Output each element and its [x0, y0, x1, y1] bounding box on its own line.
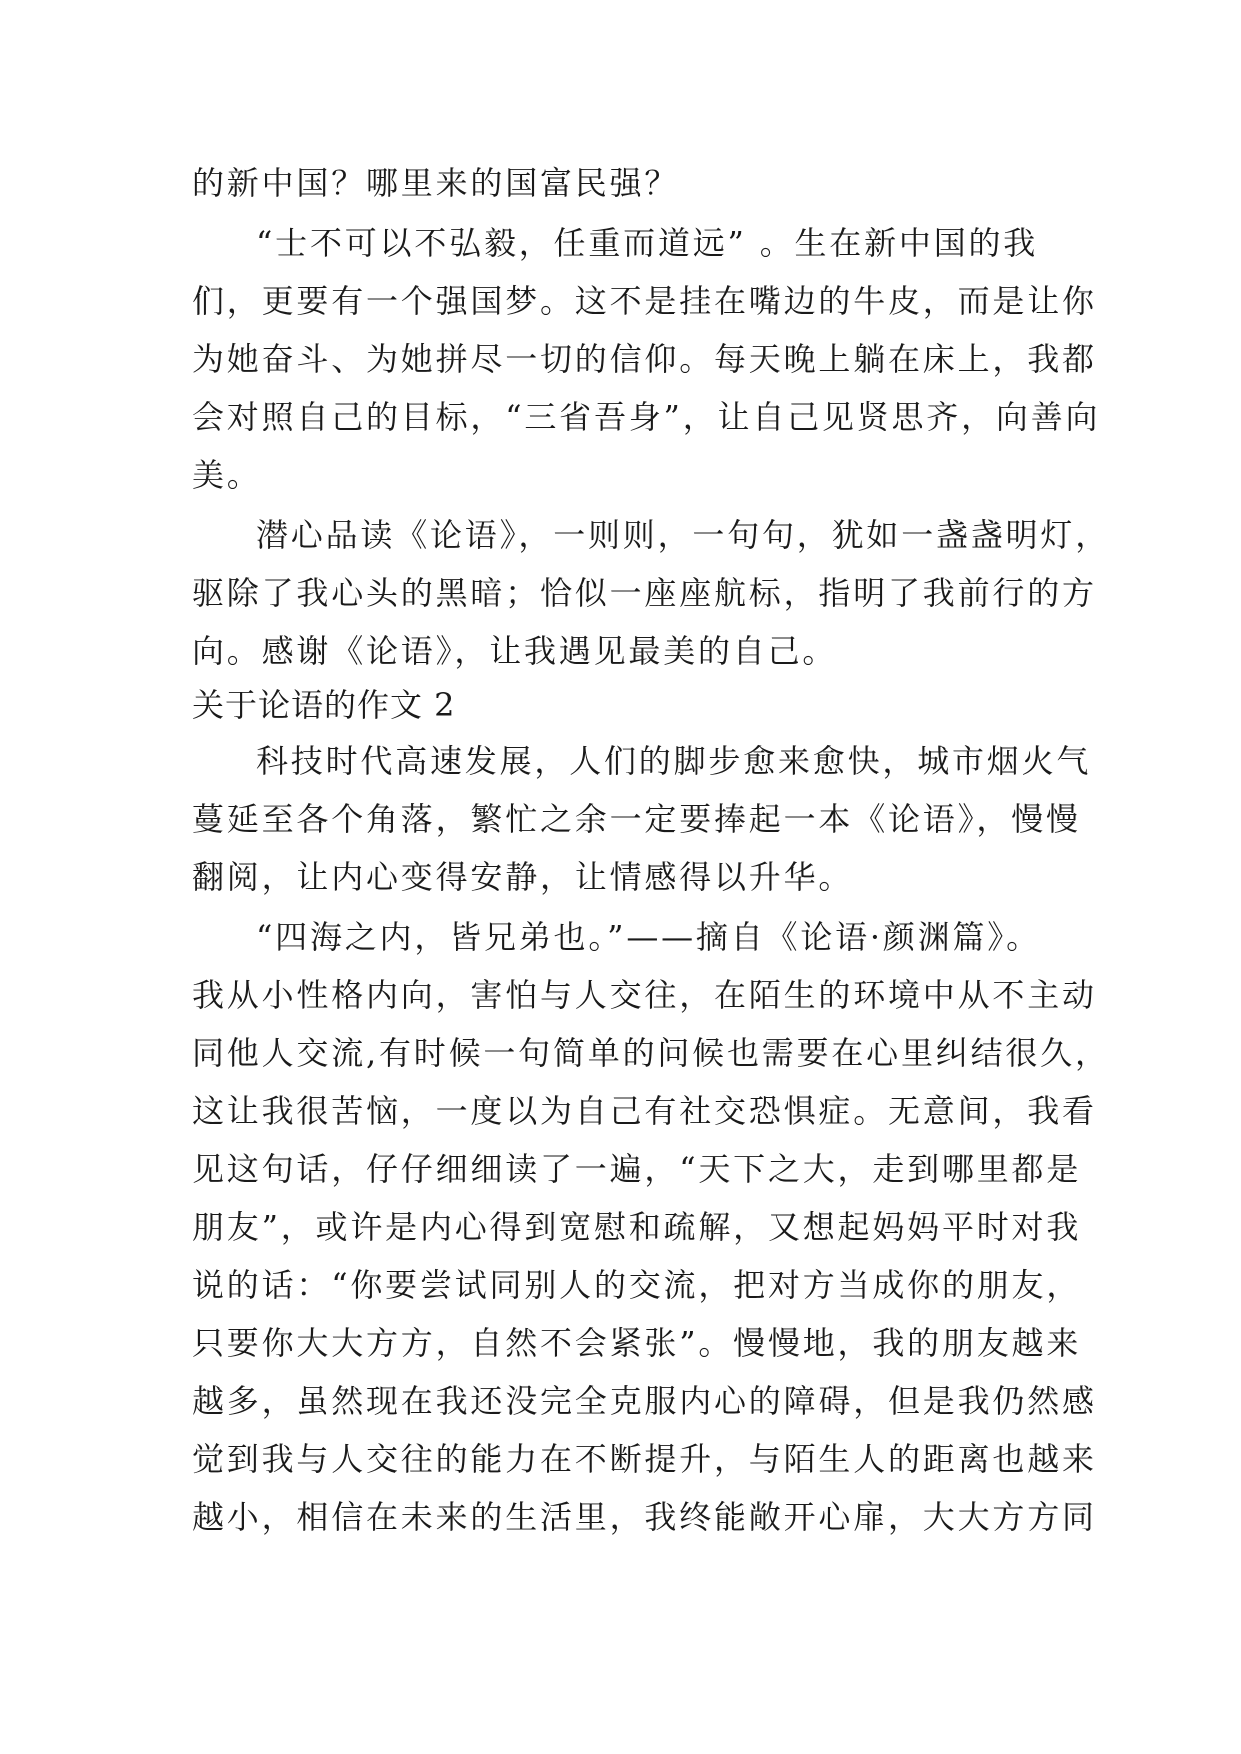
text-line: 越小，相信在未来的生活里，我终能敞开心扉，大大方方同: [192, 1498, 1097, 1536]
text-line: 说的话：“你要尝试同别人的交流，把对方当成你的朋友，: [192, 1266, 1082, 1304]
text-line: 见这句话，仔仔细细读了一遍，“天下之大，走到哪里都是: [192, 1150, 1082, 1188]
text-line: 驱除了我心头的黑暗；恰似一座座航标，指明了我前行的方: [192, 574, 1097, 612]
text-line: 为她奋斗、为她拼尽一切的信仰。每天晚上躺在床上，我都: [192, 340, 1097, 378]
section-heading: 关于论语的作文 2: [192, 686, 456, 724]
text-line: 蔓延至各个角落，繁忙之余一定要捧起一本《论语》，慢慢: [192, 800, 1081, 838]
text-line: “四海之内，皆兄弟也。”——摘自《论语·颜渊篇》。: [256, 918, 1041, 956]
text-line: 的新中国？哪里来的国富民强？: [192, 164, 680, 202]
text-line: 科技时代高速发展，人们的脚步愈来愈快，城市烟火气: [256, 742, 1092, 780]
text-line: 觉到我与人交往的能力在不断提升，与陌生人的距离也越来: [192, 1440, 1097, 1478]
text-line: 朋友”，或许是内心得到宽慰和疏解，又想起妈妈平时对我: [192, 1208, 1082, 1246]
text-line: 越多，虽然现在我还没完全克服内心的障碍，但是我仍然感: [192, 1382, 1097, 1420]
text-line: 美。: [192, 456, 262, 494]
text-line: 们，更要有一个强国梦。这不是挂在嘴边的牛皮，而是让你: [192, 282, 1097, 320]
text-line: 同他人交流,有时候一句简单的问候也需要在心里纠结很久，: [192, 1034, 1110, 1072]
text-line: 会对照自己的目标，“三省吾身”，让自己见贤思齐，向善向: [192, 398, 1101, 436]
text-line: 我从小性格内向，害怕与人交往，在陌生的环境中从不主动: [192, 976, 1097, 1014]
text-line: 这让我很苦恼，一度以为自己有社交恐惧症。无意间，我看: [192, 1092, 1097, 1130]
text-line: 只要你大大方方，自然不会紧张”。慢慢地，我的朋友越来: [192, 1324, 1082, 1362]
text-line: 向。感谢《论语》，让我遇见最美的自己。: [192, 632, 838, 670]
text-line: 潜心品读《论语》，一则则，一句句，犹如一盏盏明灯，: [256, 516, 1111, 554]
text-line: “士不可以不弘毅，任重而道远” 。生在新中国的我: [256, 224, 1039, 262]
text-line: 翻阅，让内心变得安静，让情感得以升华。: [192, 858, 854, 896]
